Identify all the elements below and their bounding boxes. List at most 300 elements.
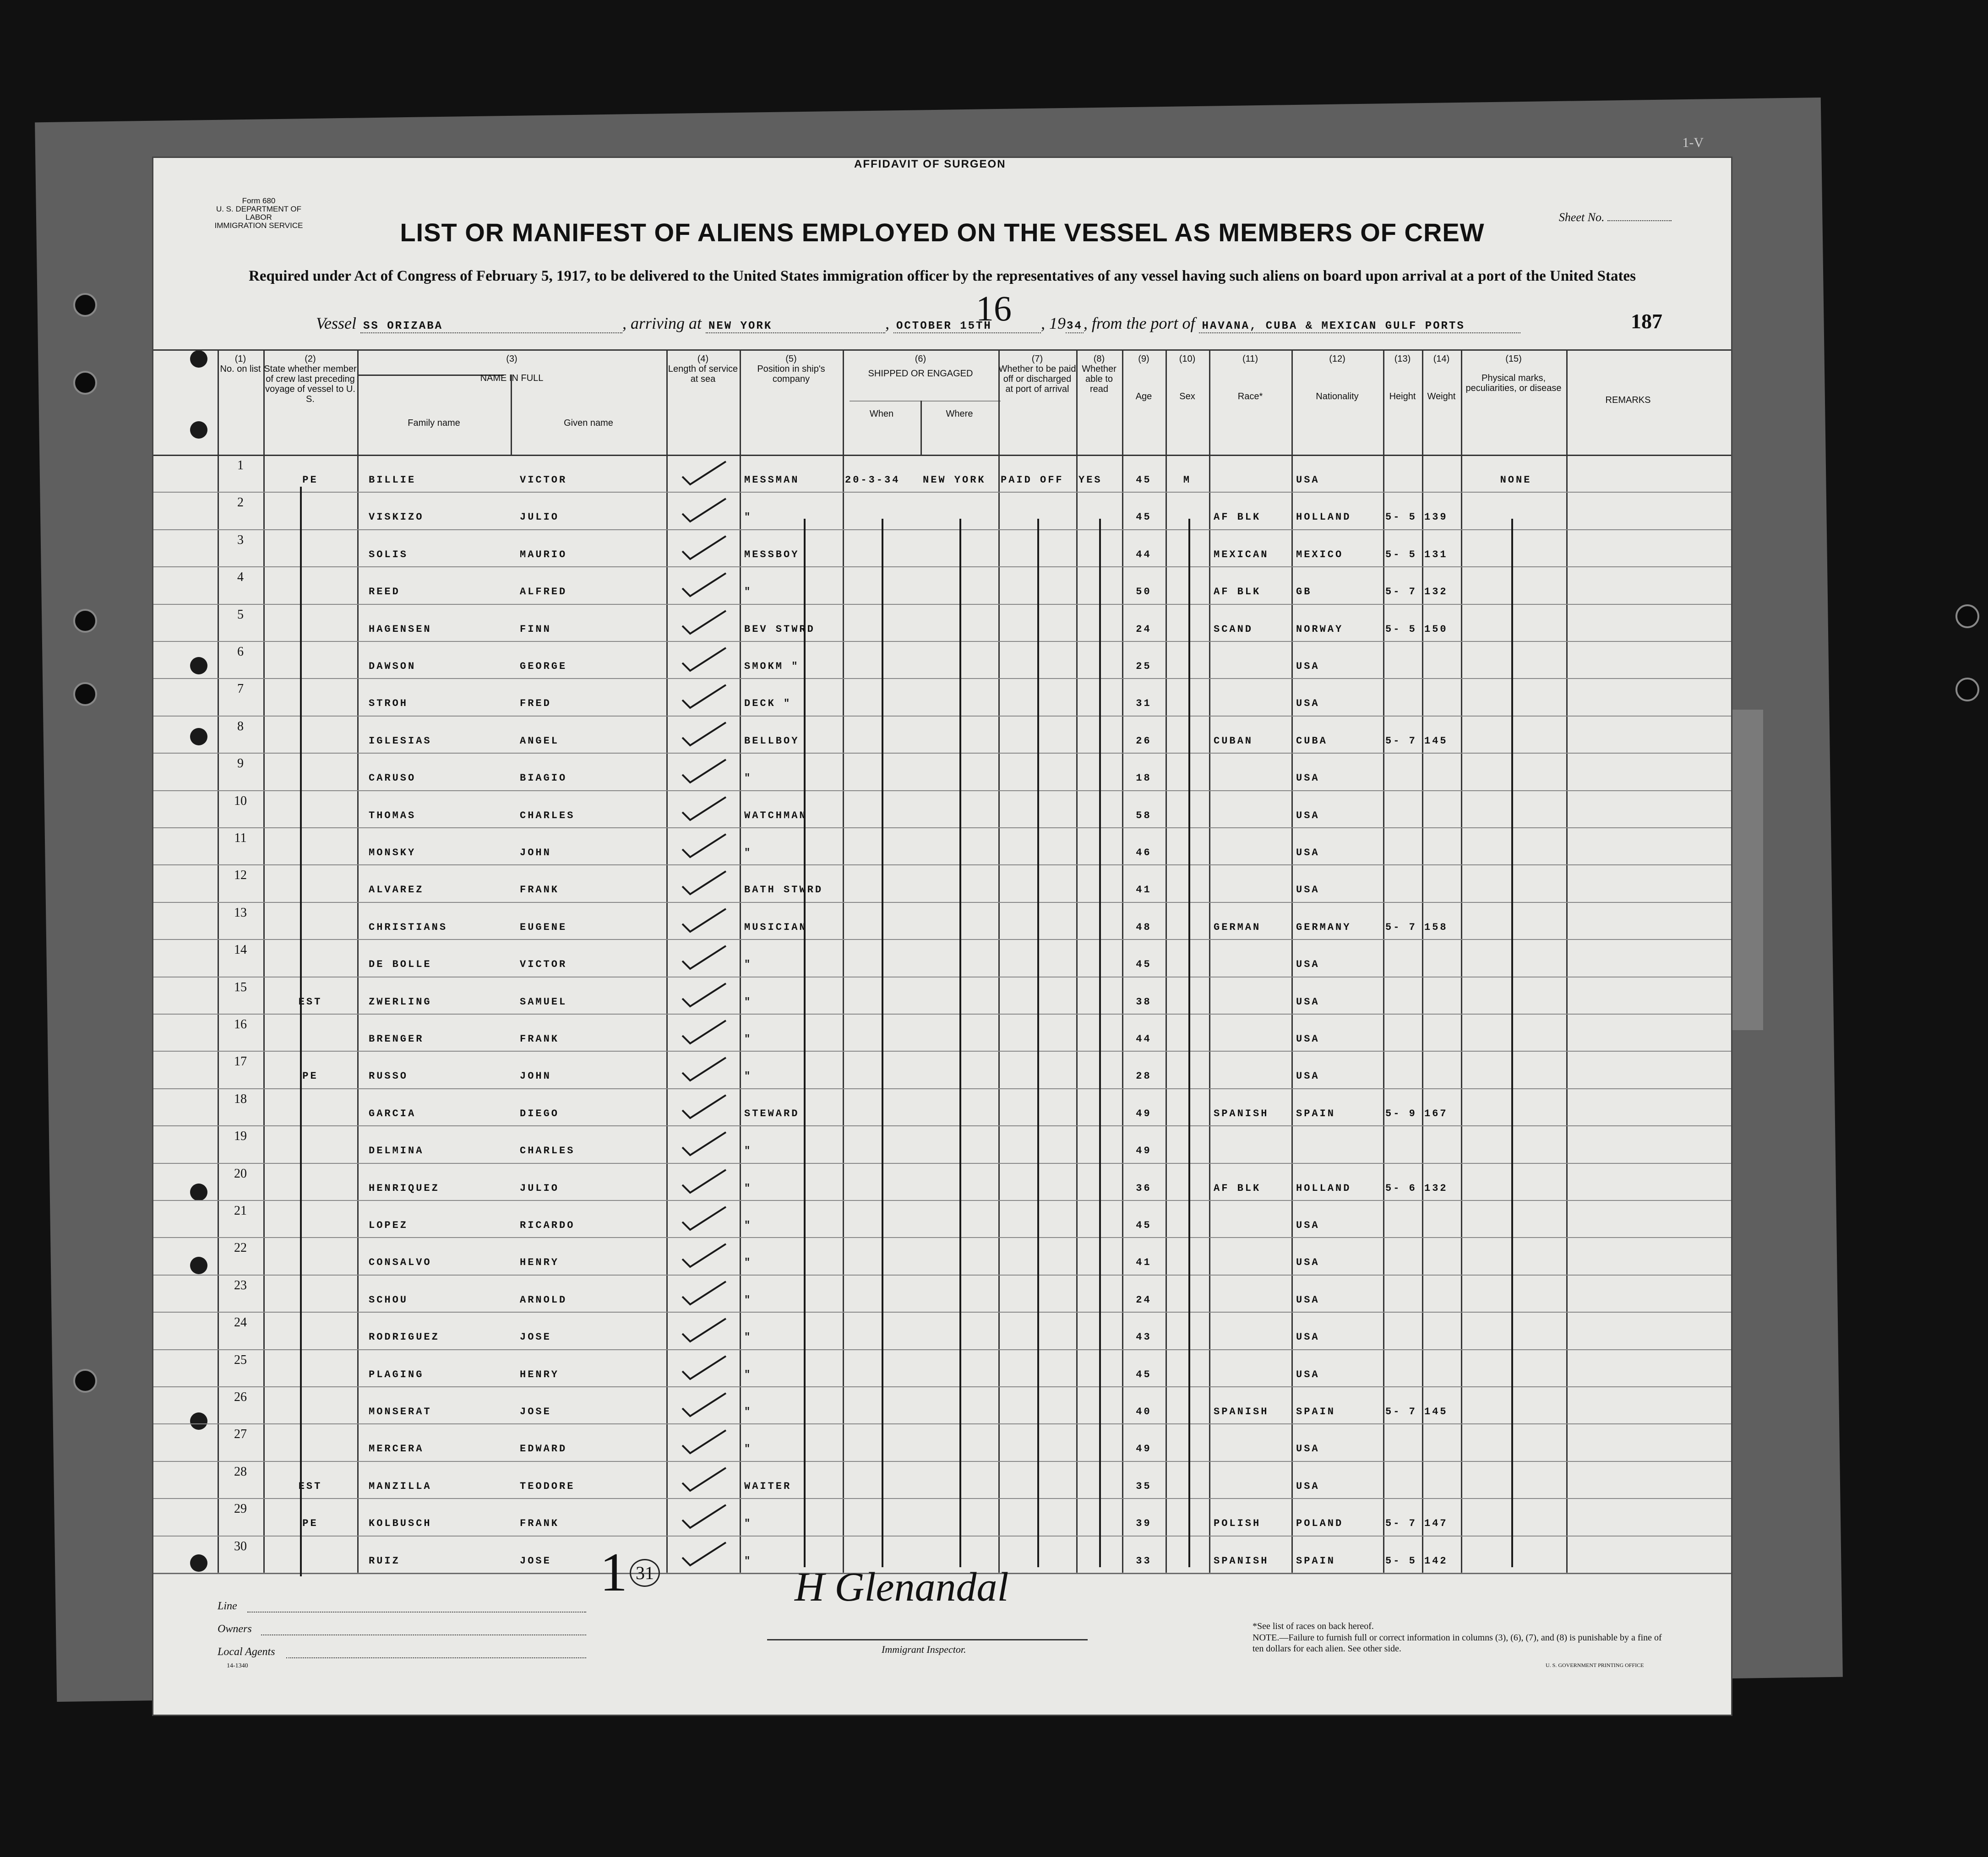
tick-mark-icon	[680, 1055, 730, 1083]
cell-height: 5- 5	[1385, 1555, 1417, 1567]
cell-no: 10	[234, 793, 247, 808]
cell-age: 45	[1136, 474, 1152, 486]
cell-family: KOLBUSCH	[369, 1518, 432, 1530]
cell-no: 2	[237, 495, 244, 510]
col-rule	[357, 349, 359, 1573]
row-rule	[153, 1088, 1731, 1089]
cell-height: 5- 7	[1385, 1406, 1417, 1417]
cell-given: BIAGIO	[520, 772, 567, 784]
cell-position: MESSBOY	[744, 548, 800, 560]
cell-position: SMOKM "	[744, 661, 800, 672]
cell-given: VICTOR	[520, 474, 567, 486]
cell-given: JULIO	[520, 1182, 560, 1194]
tick-mark-icon	[680, 757, 730, 785]
vessel-name: SS ORIZABA	[360, 320, 622, 333]
cell-race: SPANISH	[1214, 1555, 1269, 1567]
row-rule	[153, 1125, 1731, 1126]
ditto-pen-line	[1099, 519, 1101, 1567]
cell-prev: PE	[302, 1070, 318, 1082]
shipped-split	[850, 401, 1001, 402]
cell-position: "	[744, 1406, 752, 1417]
cell-no: 4	[237, 570, 244, 585]
col-rule	[263, 349, 265, 1573]
col4-header: (4) Length of service at sea	[668, 354, 738, 384]
cell-race: POLISH	[1214, 1518, 1261, 1530]
cell-family: DELMINA	[369, 1145, 424, 1157]
arrival-date-typed: OCTOBER 15TH	[896, 320, 992, 332]
cell-no: 24	[234, 1315, 247, 1330]
cell-family: RUSSO	[369, 1070, 408, 1082]
col10-header: (10) Sex	[1179, 354, 1196, 402]
cell-position: "	[744, 1257, 752, 1269]
cell-family: HENRIQUEZ	[369, 1182, 440, 1194]
col-rule	[1291, 349, 1293, 1573]
cell-race: AF BLK	[1214, 511, 1261, 523]
binder-hole	[1955, 678, 1979, 701]
cell-family: CONSALVO	[369, 1257, 432, 1269]
col11-header: (11) Race*	[1237, 354, 1263, 402]
tick-mark-icon	[680, 720, 730, 748]
cell-given: HENRY	[520, 1257, 560, 1269]
cell-no: 19	[234, 1129, 247, 1144]
cell-position: WATCHMAN	[744, 809, 807, 821]
cell-nationality: USA	[1296, 809, 1320, 821]
cell-position: "	[744, 996, 752, 1008]
cell-given: ALFRED	[520, 586, 567, 598]
cell-family: DAWSON	[369, 661, 416, 672]
cell-nationality: POLAND	[1296, 1518, 1344, 1530]
inspector-signature: H Glenandal	[795, 1564, 1009, 1610]
row-rule	[153, 790, 1731, 791]
cell-nationality: SPAIN	[1296, 1406, 1336, 1417]
row-rule	[153, 1275, 1731, 1276]
cell-nationality: USA	[1296, 474, 1320, 486]
cell-nationality: USA	[1296, 1220, 1320, 1231]
col3-given-header: Given name	[564, 418, 613, 428]
remarks-header: REMARKS	[1605, 395, 1651, 405]
col3-header: (3) NAME IN FULL	[480, 354, 544, 383]
inspector-label: Immigrant Inspector.	[882, 1644, 966, 1655]
col-rule	[1209, 349, 1210, 1573]
cell-no: 20	[234, 1166, 247, 1181]
cell-position: "	[744, 1145, 752, 1157]
tick-mark-icon	[680, 459, 730, 487]
cell-given: JOHN	[520, 1070, 551, 1082]
cell-position: "	[744, 959, 752, 971]
cell-age: 45	[1136, 1368, 1152, 1380]
cell-age: 40	[1136, 1406, 1152, 1417]
cell-nationality: NORWAY	[1296, 623, 1344, 635]
cell-position: "	[744, 1294, 752, 1306]
cell-position: "	[744, 1368, 752, 1380]
manifest-sheet	[153, 135, 1731, 1715]
vessel-line: Vessel SS ORIZABA , arriving at NEW YORK , OCTOBER 15TH 16 , 1934, from the port of HAVANA, CUBA & MEXICAN GULF PORTS	[316, 314, 1520, 333]
col15-header: (15) Physical marks, peculiarities, or disease	[1465, 354, 1562, 393]
cell-race: SPANISH	[1214, 1406, 1269, 1417]
cell-given: EUGENE	[520, 921, 567, 933]
footer-note-races: *See list of races on back hereof.	[1253, 1621, 1374, 1631]
cell-nationality: USA	[1296, 661, 1320, 672]
cell-weight: 167	[1424, 1108, 1448, 1119]
cell-height: 5- 5	[1385, 548, 1417, 560]
cell-no: 28	[234, 1464, 247, 1479]
footer-form-code: 14-1340	[227, 1662, 248, 1669]
cell-where: NEW YORK	[923, 474, 986, 486]
cell-race: AF BLK	[1214, 1182, 1261, 1194]
cell-no: 27	[234, 1427, 247, 1442]
tick-mark-icon	[680, 683, 730, 710]
tick-mark-icon	[680, 1316, 730, 1344]
cell-age: 50	[1136, 586, 1152, 598]
row-rule	[153, 492, 1731, 493]
cell-no: 15	[234, 980, 247, 994]
tick-mark-icon	[680, 1540, 730, 1568]
cell-race: GERMAN	[1214, 921, 1261, 933]
cell-no: 7	[237, 682, 244, 696]
cell-nationality: MEXICO	[1296, 548, 1344, 560]
cell-prev: EST	[298, 1480, 322, 1492]
cell-age: 41	[1136, 1257, 1152, 1269]
cell-nationality: USA	[1296, 698, 1320, 710]
cell-given: RICARDO	[520, 1220, 575, 1231]
binder-hole	[73, 1369, 97, 1393]
cell-family: ALVAREZ	[369, 884, 424, 896]
row-rule	[153, 1163, 1731, 1164]
cell-nationality: USA	[1296, 1368, 1320, 1380]
cell-age: 48	[1136, 921, 1152, 933]
tick-mark-icon	[680, 869, 730, 896]
tick-mark-icon	[680, 1428, 730, 1455]
cell-age: 49	[1136, 1108, 1152, 1119]
cell-weight: 131	[1424, 548, 1448, 560]
cell-given: FRANK	[520, 1518, 560, 1530]
cell-nationality: USA	[1296, 772, 1320, 784]
footer-owners-label: Owners	[218, 1623, 252, 1635]
table-header-rule	[153, 455, 1731, 456]
tick-mark-icon	[680, 795, 730, 822]
cell-no: 1	[237, 458, 244, 472]
cell-weight: 132	[1424, 1182, 1448, 1194]
row-rule	[153, 1386, 1731, 1387]
cell-given: JOSE	[520, 1406, 551, 1417]
cell-given: JOSE	[520, 1331, 551, 1343]
cell-nationality: HOLLAND	[1296, 1182, 1351, 1194]
cell-position: "	[744, 847, 752, 858]
tick-mark-icon	[680, 981, 730, 1009]
cell-given: GEORGE	[520, 661, 567, 672]
tick-mark-icon	[680, 608, 730, 636]
cell-nationality: USA	[1296, 1294, 1320, 1306]
cell-position: "	[744, 1555, 752, 1567]
tick-mark-icon	[680, 907, 730, 934]
row-rule	[153, 1051, 1731, 1052]
cell-family: SOLIS	[369, 548, 408, 560]
cell-no: 25	[234, 1352, 247, 1367]
row-rule	[153, 902, 1731, 903]
cell-age: 41	[1136, 884, 1152, 896]
ditto-pen-line	[1037, 519, 1039, 1567]
col1-header: (1) No. on list	[220, 354, 261, 374]
cell-prev: PE	[302, 474, 318, 486]
cell-age: 33	[1136, 1555, 1152, 1567]
cell-age: 43	[1136, 1331, 1152, 1343]
tick-mark-icon	[680, 1242, 730, 1269]
col6-header: (6) SHIPPED OR ENGAGED	[868, 354, 973, 379]
row-rule	[153, 864, 1731, 865]
tick-mark-icon	[680, 1093, 730, 1120]
cell-age: 58	[1136, 809, 1152, 821]
overhead-text: AFFIDAVIT OF SURGEON	[854, 158, 1006, 170]
cell-race: AF BLK	[1214, 586, 1261, 598]
corner-mark: 1-V	[1682, 135, 1704, 150]
cell-no: 26	[234, 1390, 247, 1404]
cell-position: BELLBOY	[744, 735, 800, 747]
cell-position: BATH STWRD	[744, 884, 823, 896]
cell-age: 46	[1136, 847, 1152, 858]
cell-height: 5- 7	[1385, 735, 1417, 747]
tick-mark-icon	[680, 1167, 730, 1195]
cell-height: 5- 5	[1385, 623, 1417, 635]
count-mark: 1	[600, 1542, 627, 1602]
col13-header: (13) Height	[1389, 354, 1416, 402]
tick-mark-icon	[680, 571, 730, 598]
cell-given: CHARLES	[520, 1145, 575, 1157]
cell-prev: PE	[302, 1518, 318, 1530]
col8-header: (8) Whether able to read	[1082, 354, 1117, 394]
cell-position: "	[744, 1070, 752, 1082]
year-prefix: 19	[1049, 314, 1066, 332]
cell-age: 49	[1136, 1443, 1152, 1455]
cell-family: MANZILLA	[369, 1480, 432, 1492]
arriving-port: NEW YORK	[706, 320, 885, 333]
cell-position: "	[744, 1182, 752, 1194]
form-service: IMMIGRATION SERVICE	[214, 221, 303, 230]
cell-position: "	[744, 1033, 752, 1045]
row-rule	[153, 641, 1731, 642]
cell-age: 25	[1136, 661, 1152, 672]
row-rule	[153, 566, 1731, 567]
cell-height: 5- 7	[1385, 1518, 1417, 1530]
cell-no: 3	[237, 532, 244, 547]
cell-given: TEODORE	[520, 1480, 575, 1492]
cell-nationality: USA	[1296, 996, 1320, 1008]
cell-age: 44	[1136, 1033, 1152, 1045]
cell-no: 9	[237, 756, 244, 771]
cell-age: 45	[1136, 1220, 1152, 1231]
cell-weight: 139	[1424, 511, 1448, 523]
col12-header: (12) Nationality	[1316, 354, 1359, 402]
cell-position: "	[744, 586, 752, 598]
cell-position: STEWARD	[744, 1108, 800, 1119]
tick-mark-icon	[680, 1130, 730, 1157]
cell-position: "	[744, 772, 752, 784]
cell-nationality: CUBA	[1296, 735, 1328, 747]
cell-nationality: USA	[1296, 1331, 1320, 1343]
col9-header: (9) Age	[1135, 354, 1152, 402]
tick-mark-icon	[680, 1354, 730, 1381]
cell-nationality: HOLLAND	[1296, 511, 1351, 523]
cell-given: FRANK	[520, 1033, 560, 1045]
cell-weight: 132	[1424, 586, 1448, 598]
cell-position: "	[744, 1443, 752, 1455]
arrival-year: 34	[1067, 320, 1083, 332]
cell-age: 38	[1136, 996, 1152, 1008]
col-rule	[666, 349, 668, 1573]
row-rule	[153, 827, 1731, 828]
cell-family: LOPEZ	[369, 1220, 408, 1231]
col7-header: (7) Whether to be paid off or discharged at port of arrival	[998, 354, 1076, 394]
cell-nationality: USA	[1296, 884, 1320, 896]
cell-position: DECK "	[744, 698, 792, 710]
cell-no: 30	[234, 1539, 247, 1553]
cell-age: 44	[1136, 548, 1152, 560]
cell-no: 6	[237, 645, 244, 659]
cell-family: VISKIZO	[369, 511, 424, 523]
tick-mark-icon	[680, 534, 730, 561]
cell-weight: 145	[1424, 735, 1448, 747]
row-rule	[153, 604, 1731, 605]
col14-header: (14) Weight	[1427, 354, 1456, 402]
cell-read: YES	[1078, 474, 1102, 486]
ditto-pen-line	[1188, 519, 1190, 1567]
cell-marks: NONE	[1500, 474, 1532, 486]
cell-no: 17	[234, 1054, 247, 1069]
cell-given: HENRY	[520, 1368, 560, 1380]
cell-age: 18	[1136, 772, 1152, 784]
binder-hole	[73, 293, 97, 317]
footer-agents-blank	[286, 1657, 586, 1658]
cell-weight: 158	[1424, 921, 1448, 933]
cell-race: MEXICAN	[1214, 548, 1269, 560]
col-rule	[1461, 349, 1462, 1573]
cell-family: GARCIA	[369, 1108, 416, 1119]
col-rule	[1383, 349, 1384, 1573]
cell-given: FRED	[520, 698, 551, 710]
cell-nationality: GB	[1296, 586, 1312, 598]
cell-position: MESSMAN	[744, 474, 800, 486]
sheet-no-label: Sheet No.	[1558, 211, 1605, 224]
cell-height: 5- 7	[1385, 921, 1417, 933]
row-rule	[153, 1423, 1731, 1424]
cell-given: MAURIO	[520, 548, 567, 560]
cell-position: "	[744, 1518, 752, 1530]
cell-age: 24	[1136, 623, 1152, 635]
binder-hole	[1955, 604, 1979, 628]
cell-no: 13	[234, 905, 247, 920]
cell-age: 28	[1136, 1070, 1152, 1082]
cell-family: THOMAS	[369, 809, 416, 821]
cell-age: 36	[1136, 1182, 1152, 1194]
row-rule	[153, 1349, 1731, 1350]
cell-age: 49	[1136, 1145, 1152, 1157]
tick-mark-icon	[680, 1391, 730, 1418]
from-port: HAVANA, CUBA & MEXICAN GULF PORTS	[1199, 320, 1520, 333]
cell-family: CHRISTIANS	[369, 921, 448, 933]
cell-nationality: USA	[1296, 959, 1320, 971]
cell-family: IGLESIAS	[369, 735, 432, 747]
col3-family-header: Family name	[408, 418, 460, 428]
tick-mark-icon	[680, 832, 730, 859]
tick-mark-icon	[680, 1503, 730, 1530]
ditto-pen-line	[1511, 519, 1513, 1567]
col-rule	[1566, 349, 1568, 1573]
cell-nationality: USA	[1296, 1070, 1320, 1082]
cell-no: 11	[234, 831, 247, 845]
cell-nationality: SPAIN	[1296, 1555, 1336, 1567]
cell-age: 24	[1136, 1294, 1152, 1306]
cell-family: HAGENSEN	[369, 623, 432, 635]
form-department: U. S. DEPARTMENT OF LABOR	[216, 205, 302, 222]
row-rule	[153, 1312, 1731, 1313]
cell-position: MUSICIAN	[744, 921, 807, 933]
cell-nationality: GERMANY	[1296, 921, 1351, 933]
row-rule	[153, 1014, 1731, 1015]
arrival-date	[893, 288, 1041, 333]
row-rule	[153, 753, 1731, 754]
cell-family: REED	[369, 586, 400, 598]
col5-header: (5) Position in ship's company	[757, 354, 825, 384]
cell-no: 8	[237, 719, 244, 733]
tick-mark-icon	[680, 646, 730, 673]
cell-nationality: USA	[1296, 1443, 1320, 1455]
cell-family: ZWERLING	[369, 996, 432, 1008]
cell-weight: 150	[1424, 623, 1448, 635]
cell-family: RUIZ	[369, 1555, 400, 1567]
cell-no: 16	[234, 1017, 247, 1032]
tick-mark-icon	[680, 944, 730, 971]
col6-where-header: Where	[946, 409, 973, 419]
cell-weight: 145	[1424, 1406, 1448, 1417]
cell-position: BEV STWRD	[744, 623, 815, 635]
page-number: 187	[1631, 310, 1662, 333]
cell-given: JULIO	[520, 511, 560, 523]
tick-mark-icon	[680, 1018, 730, 1046]
row-rule	[153, 939, 1731, 940]
cell-no: 22	[234, 1241, 247, 1255]
from-label: , from the port of	[1083, 314, 1195, 332]
footer-owners-blank	[261, 1634, 586, 1635]
col-rule	[1166, 349, 1167, 1573]
inspector-signature-line	[767, 1639, 1088, 1640]
vessel-label: Vessel	[316, 314, 356, 332]
row-rule	[153, 678, 1731, 679]
col-rule	[920, 401, 922, 455]
manifest-table	[153, 349, 1731, 1586]
cell-height: 5- 6	[1385, 1182, 1417, 1194]
row-rule	[153, 1461, 1731, 1462]
cell-family: PLAGING	[369, 1368, 424, 1380]
col2-header: (2) State whether member of crew last preceding voyage of vessel to U. S.	[264, 354, 357, 404]
cell-given: CHARLES	[520, 809, 575, 821]
ditto-pen-line	[959, 519, 961, 1567]
binder-hole	[73, 609, 97, 633]
cell-family: MONSKY	[369, 847, 416, 858]
cell-given: ARNOLD	[520, 1294, 567, 1306]
cell-family: CARUSO	[369, 772, 416, 784]
cell-race: SPANISH	[1214, 1108, 1269, 1119]
row-rule	[153, 1498, 1731, 1499]
cell-family: STROH	[369, 698, 408, 710]
footer-line-blank	[247, 1612, 586, 1613]
cell-nationality: USA	[1296, 1257, 1320, 1269]
cell-given: FINN	[520, 623, 551, 635]
cell-position: "	[744, 511, 752, 523]
row-rule	[153, 1536, 1731, 1537]
cell-given: JOHN	[520, 847, 551, 858]
row-rule	[153, 1237, 1731, 1238]
cell-age: 26	[1136, 735, 1152, 747]
footer-line-label: Line	[218, 1600, 237, 1612]
